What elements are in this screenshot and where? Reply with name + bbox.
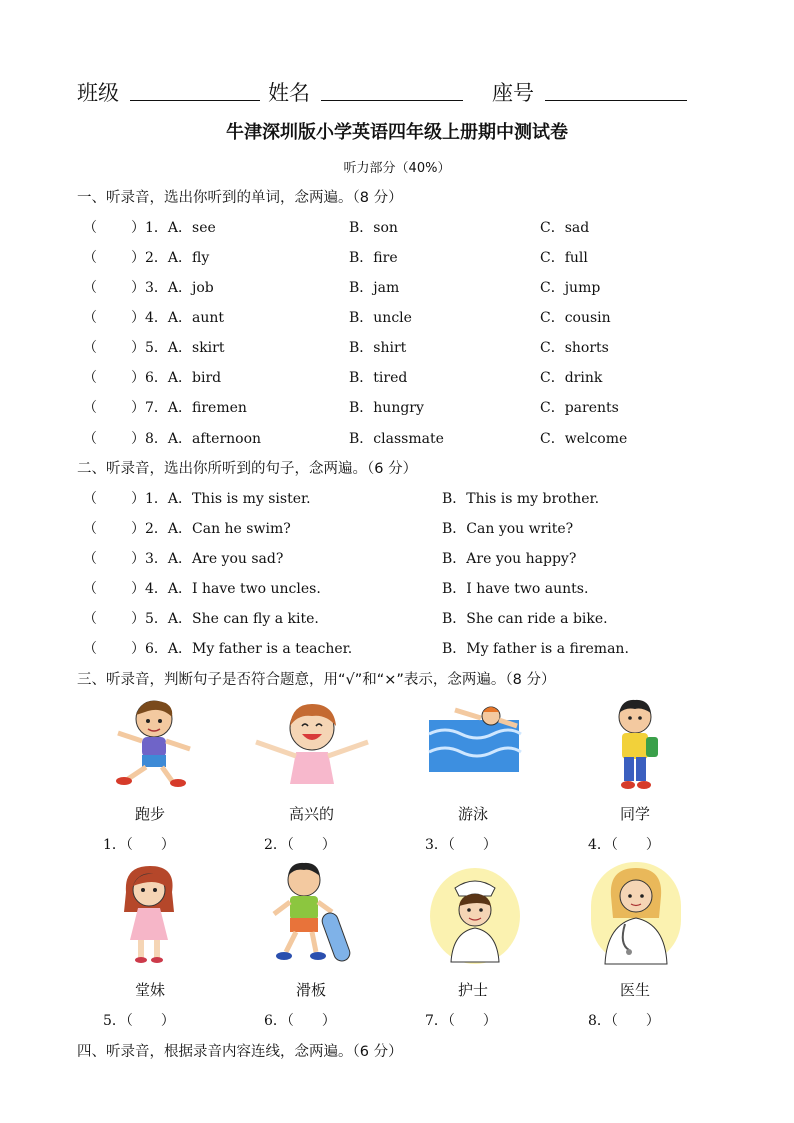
page-title: 牛津深圳版小学英语四年级上册期中测试卷 [226,122,568,143]
section4-heading: 四、听录音，根据录音内容连线，念两遍。（6 分） [77,1044,403,1060]
option-a: ）8．A．afternoon [131,431,262,447]
option-a: ）4．A．I have two uncles. [131,581,321,597]
answer-blank[interactable]: 3．（ ） [425,837,497,853]
seat-label: 座号 [492,81,534,105]
option-a: ）4．A．aunt [131,310,225,326]
option-c: C．welcome [540,431,628,447]
option-a: ）2．A．fly [131,250,210,266]
answer-paren[interactable]: （ [83,551,97,567]
caption-skateboard: 滑板 [296,981,327,999]
option-c: C．jump [540,280,601,296]
option-a: ）3．A．Are you sad? [131,551,284,567]
answer-blank[interactable]: 2．（ ） [264,837,336,853]
option-b: B．uncle [349,310,412,326]
caption-swimming: 游泳 [458,805,489,823]
doctor-picture [589,860,683,966]
option-a: ）2．A．Can he swim? [131,521,291,537]
option-a: ）5．A．skirt [131,340,225,356]
answer-paren[interactable]: （ [83,641,97,657]
answer-blank[interactable]: 6．（ ） [264,1013,336,1029]
option-a: ）7．A．firemen [131,400,247,416]
classmate-boy-picture [604,697,666,791]
option-b: B．fire [349,250,398,266]
answer-paren[interactable]: （ [83,310,97,326]
option-a: ）6．A．My father is a teacher. [131,641,353,657]
caption-happy: 高兴的 [289,805,335,823]
option-b: B．classmate [349,431,444,447]
option-c: C．cousin [540,310,611,326]
page-subtitle: 听力部分（40%） [343,161,451,176]
section2-heading: 二、听录音，选出你所听到的句子，念两遍。（6 分） [77,461,418,477]
answer-blank[interactable]: 5．（ ） [103,1013,175,1029]
caption-running: 跑步 [135,805,166,823]
option-a: ）1．A．see [131,220,216,236]
swimmer-picture [425,700,523,776]
answer-paren[interactable]: （ [83,491,97,507]
answer-paren[interactable]: （ [83,400,97,416]
option-a: ）1．A．This is my sister. [131,491,311,507]
option-b: B．hungry [349,400,424,416]
answer-paren[interactable]: （ [83,340,97,356]
happy-girl-picture [246,700,378,786]
class-field[interactable] [130,100,260,101]
seat-field[interactable] [545,100,687,101]
option-a: ）3．A．job [131,280,214,296]
option-b: B．I have two aunts. [442,581,589,597]
answer-blank[interactable]: 1．（ ） [103,837,175,853]
answer-paren[interactable]: （ [83,581,97,597]
option-a: ）5．A．She can fly a kite. [131,611,319,627]
class-label: 班级 [77,81,119,105]
answer-paren[interactable]: （ [83,250,97,266]
option-b: B．Can you write? [442,521,574,537]
answer-blank[interactable]: 4．（ ） [588,837,660,853]
name-field[interactable] [321,100,463,101]
caption-classmate: 同学 [620,805,651,823]
option-b: B．She can ride a bike. [442,611,608,627]
option-b: B．tired [349,370,408,386]
section3-heading: 三、听录音，判断句子是否符合题意，用“√”和“×”表示，念两遍。（8 分） [77,672,556,688]
option-b: B．Are you happy? [442,551,577,567]
option-a: ）6．A．bird [131,370,222,386]
skateboard-boy-picture [262,860,362,966]
option-c: C．full [540,250,588,266]
answer-paren[interactable]: （ [83,521,97,537]
caption-doctor: 医生 [620,981,651,999]
option-b: B．This is my brother. [442,491,600,507]
nurse-picture [429,866,521,966]
option-b: B．jam [349,280,400,296]
answer-paren[interactable]: （ [83,220,97,236]
answer-paren[interactable]: （ [83,370,97,386]
caption-cousin: 堂妹 [135,981,166,999]
name-label: 姓名 [268,81,310,105]
option-c: C．shorts [540,340,609,356]
answer-paren[interactable]: （ [83,611,97,627]
answer-blank[interactable]: 8．（ ） [588,1013,660,1029]
option-c: C．drink [540,370,603,386]
option-c: C．sad [540,220,590,236]
caption-nurse: 护士 [458,981,489,999]
option-c: C．parents [540,400,619,416]
answer-paren[interactable]: （ [83,431,97,447]
option-b: B．shirt [349,340,407,356]
answer-paren[interactable]: （ [83,280,97,296]
option-b: B．My father is a fireman. [442,641,629,657]
running-boy-picture [98,697,202,789]
section1-heading: 一、听录音，选出你听到的单词，念两遍。（8 分） [77,190,403,206]
answer-blank[interactable]: 7．（ ） [425,1013,497,1029]
cousin-girl-picture [116,862,182,966]
option-b: B．son [349,220,398,236]
